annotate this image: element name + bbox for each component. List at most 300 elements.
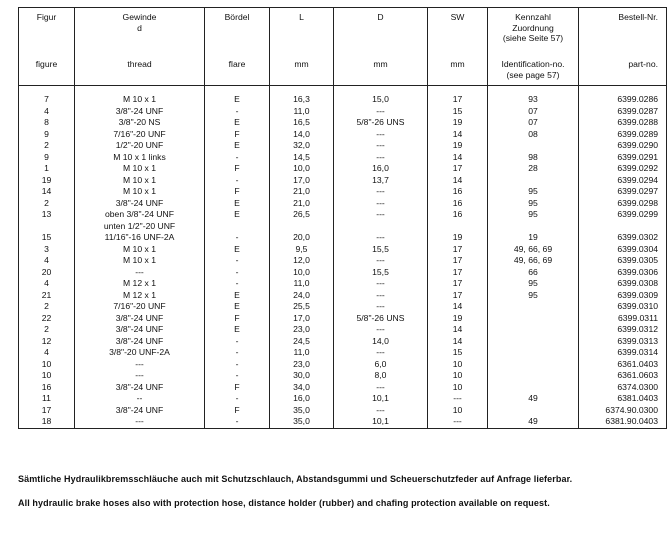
cell-sw: 19 — [428, 140, 488, 152]
cell-diameter: --- — [334, 278, 428, 290]
cell-length: 10,0 — [270, 163, 334, 175]
header-figure-en: figure — [35, 59, 58, 69]
cell-diameter: --- — [334, 186, 428, 198]
cell-figure: 15 — [19, 232, 75, 244]
cell-flare: - — [205, 232, 270, 244]
cell-thread: M 10 x 1 links — [75, 152, 205, 164]
cell-part-number: 6399.0297 — [579, 186, 667, 198]
cell-length: 23,0 — [270, 324, 334, 336]
cell-sw: 19 — [428, 117, 488, 129]
cell-figure: 4 — [19, 255, 75, 267]
cell-part-number: 6399.0294 — [579, 175, 667, 187]
cell-flare: F — [205, 186, 270, 198]
cell-identification: 95 — [488, 186, 579, 198]
cell-diameter: --- — [334, 301, 428, 313]
header-diameter-unit: mm — [373, 59, 388, 69]
cell-length: 16,5 — [270, 117, 334, 129]
cell-thread: unten 1/2"-20 UNF — [75, 221, 205, 233]
cell-flare: F — [205, 405, 270, 417]
cell-diameter: --- — [334, 152, 428, 164]
cell-figure: 3 — [19, 244, 75, 256]
cell-figure: 22 — [19, 313, 75, 325]
cell-thread: M 12 x 1 — [75, 290, 205, 302]
header-figure — [19, 8, 75, 57]
cell-thread: --- — [75, 359, 205, 371]
table-row — [19, 359, 667, 371]
cell-part-number: 6399.0302 — [579, 232, 667, 244]
cell-identification: 07 — [488, 117, 579, 129]
cell-length: 35,0 — [270, 416, 334, 428]
cell-flare: - — [205, 152, 270, 164]
cell-flare: - — [205, 336, 270, 348]
cell-thread: 11/16"-16 UNF-2A — [75, 232, 205, 244]
cell-flare: E — [205, 244, 270, 256]
cell-flare: - — [205, 347, 270, 359]
cell-sw: 14 — [428, 336, 488, 348]
cell-length: 14,0 — [270, 129, 334, 141]
cell-figure: 18 — [19, 416, 75, 428]
cell-flare: - — [205, 175, 270, 187]
cell-part-number: 6399.0312 — [579, 324, 667, 336]
cell-diameter: 14,0 — [334, 336, 428, 348]
cell-thread: M 12 x 1 — [75, 278, 205, 290]
table-row — [19, 86, 667, 106]
cell-sw: 10 — [428, 359, 488, 371]
cell-sw: 16 — [428, 198, 488, 210]
cell-diameter — [334, 221, 428, 233]
cell-figure: 10 — [19, 370, 75, 382]
cell-part-number: 6361.0403 — [579, 359, 667, 371]
cell-identification: 49 — [488, 416, 579, 428]
cell-part-number: 6374.0300 — [579, 382, 667, 394]
table-row — [19, 186, 667, 198]
cell-thread: M 10 x 1 — [75, 255, 205, 267]
cell-identification: 95 — [488, 290, 579, 302]
cell-part-number: 6399.0286 — [579, 86, 667, 106]
cell-sw: 15 — [428, 106, 488, 118]
cell-diameter: --- — [334, 129, 428, 141]
table-row — [19, 416, 667, 428]
cell-length: 25,5 — [270, 301, 334, 313]
cell-sw: 19 — [428, 313, 488, 325]
note-english: All hydraulic brake hoses also with protection hose, distance holder (rubber) and chafing protection available on request. — [18, 498, 550, 508]
cell-diameter: --- — [334, 106, 428, 118]
cell-thread: --- — [75, 416, 205, 428]
cell-length: 17,0 — [270, 175, 334, 187]
cell-flare: E — [205, 140, 270, 152]
cell-flare: - — [205, 106, 270, 118]
cell-identification: 49, 66, 69 — [488, 255, 579, 267]
cell-diameter: --- — [334, 232, 428, 244]
cell-figure: 2 — [19, 301, 75, 313]
table-body — [19, 86, 667, 429]
cell-flare — [205, 221, 270, 233]
table-row — [19, 301, 667, 313]
header-flare-en: flare — [228, 59, 246, 69]
cell-flare: E — [205, 198, 270, 210]
cell-part-number: 6399.0287 — [579, 106, 667, 118]
table-row — [19, 175, 667, 187]
cell-sw: 19 — [428, 232, 488, 244]
cell-diameter: --- — [334, 382, 428, 394]
cell-sw: 15 — [428, 347, 488, 359]
cell-part-number: 6399.0310 — [579, 301, 667, 313]
parts-table-sheet — [18, 7, 666, 429]
header-thread-symbol: d — [137, 23, 142, 33]
cell-length: 21,0 — [270, 186, 334, 198]
cell-diameter: --- — [334, 347, 428, 359]
header-flare-en-cell — [205, 56, 270, 86]
header-part-number — [579, 8, 667, 57]
cell-part-number: 6361.0603 — [579, 370, 667, 382]
cell-sw: 10 — [428, 405, 488, 417]
cell-sw: 17 — [428, 255, 488, 267]
cell-thread: 3/8"-20 UNF-2A — [75, 347, 205, 359]
cell-length: 30,0 — [270, 370, 334, 382]
cell-thread: 3/8"-20 NS — [75, 117, 205, 129]
cell-length: 11,0 — [270, 278, 334, 290]
cell-figure: 9 — [19, 152, 75, 164]
cell-part-number: 6399.0305 — [579, 255, 667, 267]
table-row — [19, 405, 667, 417]
cell-sw — [428, 221, 488, 233]
cell-part-number: 6399.0306 — [579, 267, 667, 279]
cell-diameter: 15,5 — [334, 244, 428, 256]
cell-thread: 7/16"-20 UNF — [75, 129, 205, 141]
cell-sw: 14 — [428, 129, 488, 141]
cell-part-number: 6399.0289 — [579, 129, 667, 141]
cell-identification — [488, 370, 579, 382]
cell-length: 12,0 — [270, 255, 334, 267]
cell-diameter: --- — [334, 405, 428, 417]
header-length — [270, 8, 334, 57]
cell-flare: F — [205, 163, 270, 175]
cell-diameter: 16,0 — [334, 163, 428, 175]
cell-part-number: 6381.90.0403 — [579, 416, 667, 428]
cell-thread: -- — [75, 393, 205, 405]
header-identification — [488, 8, 579, 57]
cell-length: 11,0 — [270, 347, 334, 359]
cell-identification — [488, 405, 579, 417]
cell-thread: 3/8"-24 UNF — [75, 324, 205, 336]
cell-sw: 17 — [428, 86, 488, 106]
cell-diameter: 15,0 — [334, 86, 428, 106]
cell-part-number: 6399.0298 — [579, 198, 667, 210]
cell-length: 26,5 — [270, 209, 334, 221]
cell-flare: E — [205, 209, 270, 221]
header-id-en-cell — [488, 56, 579, 86]
table-row — [19, 347, 667, 359]
header-sw-unit-cell — [428, 56, 488, 86]
cell-flare: - — [205, 255, 270, 267]
table-row — [19, 129, 667, 141]
header-part-en-cell — [579, 56, 667, 86]
cell-identification: 93 — [488, 86, 579, 106]
cell-diameter: 13,7 — [334, 175, 428, 187]
cell-figure: 7 — [19, 86, 75, 106]
cell-figure: 4 — [19, 347, 75, 359]
cell-sw: 17 — [428, 278, 488, 290]
cell-thread: 3/8"-24 UNF — [75, 382, 205, 394]
cell-flare: F — [205, 129, 270, 141]
header-thread-en-cell — [75, 56, 205, 86]
cell-thread: --- — [75, 267, 205, 279]
cell-part-number: 6399.0314 — [579, 347, 667, 359]
cell-flare: F — [205, 382, 270, 394]
table-row — [19, 152, 667, 164]
cell-identification — [488, 347, 579, 359]
cell-flare: - — [205, 416, 270, 428]
table-row — [19, 313, 667, 325]
cell-identification: 95 — [488, 209, 579, 221]
cell-sw: 10 — [428, 382, 488, 394]
cell-thread: M 10 x 1 — [75, 186, 205, 198]
cell-flare: - — [205, 370, 270, 382]
cell-sw: --- — [428, 416, 488, 428]
cell-part-number: 6399.0288 — [579, 117, 667, 129]
cell-sw: 14 — [428, 301, 488, 313]
header-sw — [428, 8, 488, 57]
cell-part-number: 6399.0309 — [579, 290, 667, 302]
header-part-de: Bestell-Nr. — [618, 12, 658, 22]
cell-identification — [488, 324, 579, 336]
cell-diameter: 5/8"-26 UNS — [334, 313, 428, 325]
cell-length: 16,3 — [270, 86, 334, 106]
cell-length: 24,5 — [270, 336, 334, 348]
cell-sw: 14 — [428, 152, 488, 164]
table-row — [19, 324, 667, 336]
cell-thread: 3/8"-24 UNF — [75, 313, 205, 325]
cell-identification — [488, 140, 579, 152]
cell-sw: 17 — [428, 244, 488, 256]
header-length-label: L — [299, 12, 304, 22]
cell-sw: 17 — [428, 290, 488, 302]
cell-length: 10,0 — [270, 267, 334, 279]
table-row — [19, 267, 667, 279]
cell-identification: 95 — [488, 278, 579, 290]
cell-thread: M 10 x 1 — [75, 163, 205, 175]
cell-part-number: 6399.0292 — [579, 163, 667, 175]
cell-flare: F — [205, 313, 270, 325]
header-figure-de: Figur — [36, 12, 57, 22]
cell-thread: --- — [75, 370, 205, 382]
table-row — [19, 198, 667, 210]
cell-thread: M 10 x 1 — [75, 175, 205, 187]
cell-part-number: 6399.0304 — [579, 244, 667, 256]
cell-identification: 19 — [488, 232, 579, 244]
cell-sw: 14 — [428, 175, 488, 187]
cell-identification: 95 — [488, 198, 579, 210]
cell-thread: M 10 x 1 — [75, 86, 205, 106]
cell-sw: 14 — [428, 324, 488, 336]
cell-flare: - — [205, 393, 270, 405]
cell-figure: 8 — [19, 117, 75, 129]
cell-length: 9,5 — [270, 244, 334, 256]
cell-flare: E — [205, 301, 270, 313]
cell-figure: 17 — [19, 405, 75, 417]
header-thread-en: thread — [127, 59, 152, 69]
cell-figure: 21 — [19, 290, 75, 302]
cell-figure: 2 — [19, 198, 75, 210]
cell-flare: - — [205, 267, 270, 279]
cell-figure — [19, 221, 75, 233]
cell-figure: 16 — [19, 382, 75, 394]
cell-length — [270, 221, 334, 233]
cell-identification — [488, 336, 579, 348]
header-id-line2: Zuordnung — [512, 22, 554, 33]
header-length-unit-cell — [270, 56, 334, 86]
cell-sw: 10 — [428, 370, 488, 382]
cell-figure: 19 — [19, 175, 75, 187]
table-row — [19, 209, 667, 221]
header-thread — [75, 8, 205, 57]
cell-thread: oben 3/8"-24 UNF — [75, 209, 205, 221]
cell-diameter: --- — [334, 140, 428, 152]
cell-diameter: --- — [334, 255, 428, 267]
cell-flare: E — [205, 117, 270, 129]
cell-diameter: --- — [334, 290, 428, 302]
cell-identification: 07 — [488, 106, 579, 118]
table-header — [19, 8, 667, 86]
header-diameter-label: D — [377, 12, 384, 22]
cell-length: 14,5 — [270, 152, 334, 164]
header-flare-de: Bördel — [224, 12, 250, 22]
cell-figure: 14 — [19, 186, 75, 198]
parts-table — [18, 7, 667, 429]
cell-figure: 4 — [19, 278, 75, 290]
cell-part-number: 6399.0308 — [579, 278, 667, 290]
cell-flare: E — [205, 86, 270, 106]
cell-identification — [488, 359, 579, 371]
header-id-line4: Identification-no. — [501, 59, 565, 69]
cell-length: 35,0 — [270, 405, 334, 417]
cell-thread: 3/8"-24 UNF — [75, 336, 205, 348]
cell-figure: 2 — [19, 324, 75, 336]
table-row — [19, 244, 667, 256]
cell-length: 24,0 — [270, 290, 334, 302]
cell-sw: 17 — [428, 163, 488, 175]
cell-flare: E — [205, 324, 270, 336]
header-length-unit: mm — [294, 59, 309, 69]
cell-figure: 13 — [19, 209, 75, 221]
cell-identification — [488, 382, 579, 394]
table-row — [19, 106, 667, 118]
cell-part-number: 6399.0291 — [579, 152, 667, 164]
table-row — [19, 117, 667, 129]
table-row — [19, 382, 667, 394]
cell-identification: 49, 66, 69 — [488, 244, 579, 256]
cell-length: 21,0 — [270, 198, 334, 210]
table-row — [19, 278, 667, 290]
cell-identification — [488, 221, 579, 233]
cell-figure: 12 — [19, 336, 75, 348]
header-sw-unit: mm — [450, 59, 465, 69]
cell-diameter: 5/8"-26 UNS — [334, 117, 428, 129]
cell-figure: 2 — [19, 140, 75, 152]
table-row — [19, 393, 667, 405]
table-row — [19, 140, 667, 152]
cell-identification: 98 — [488, 152, 579, 164]
table-row — [19, 336, 667, 348]
cell-diameter: 10,1 — [334, 416, 428, 428]
cell-diameter: 8,0 — [334, 370, 428, 382]
cell-flare: - — [205, 359, 270, 371]
header-id-line5: (see page 57) — [506, 69, 560, 80]
cell-part-number: 6374.90.0300 — [579, 405, 667, 417]
cell-part-number: 6399.0299 — [579, 209, 667, 221]
cell-thread: 1/2"-20 UNF — [75, 140, 205, 152]
cell-identification — [488, 313, 579, 325]
cell-part-number: 6399.0290 — [579, 140, 667, 152]
cell-thread: 3/8"-24 UNF — [75, 198, 205, 210]
cell-sw: --- — [428, 393, 488, 405]
cell-flare: - — [205, 278, 270, 290]
cell-length: 11,0 — [270, 106, 334, 118]
header-flare — [205, 8, 270, 57]
cell-diameter: 15,5 — [334, 267, 428, 279]
cell-part-number: 6399.0313 — [579, 336, 667, 348]
cell-thread: 3/8"-24 UNF — [75, 106, 205, 118]
cell-figure: 10 — [19, 359, 75, 371]
table-row — [19, 370, 667, 382]
cell-identification: 66 — [488, 267, 579, 279]
cell-identification: 08 — [488, 129, 579, 141]
table-row — [19, 232, 667, 244]
cell-figure: 20 — [19, 267, 75, 279]
header-diameter-unit-cell — [334, 56, 428, 86]
header-figure-en-cell — [19, 56, 75, 86]
cell-part-number — [579, 221, 667, 233]
cell-diameter: --- — [334, 198, 428, 210]
cell-identification: 28 — [488, 163, 579, 175]
cell-figure: 9 — [19, 129, 75, 141]
cell-identification: 49 — [488, 393, 579, 405]
header-id-line1: Kennzahl — [515, 12, 551, 22]
cell-length: 17,0 — [270, 313, 334, 325]
cell-length: 16,0 — [270, 393, 334, 405]
cell-sw: 16 — [428, 209, 488, 221]
cell-sw: 16 — [428, 186, 488, 198]
header-id-line3: (siehe Seite 57) — [502, 33, 564, 43]
cell-figure: 4 — [19, 106, 75, 118]
note-german: Sämtliche Hydraulikbremsschläuche auch mit Schutzschlauch, Abstandsgummi und Scheuerschutzfeder auf Anfrage lieferbar. — [18, 474, 573, 484]
table-row — [19, 163, 667, 175]
cell-part-number: 6381.0403 — [579, 393, 667, 405]
cell-diameter: 6,0 — [334, 359, 428, 371]
cell-length: 34,0 — [270, 382, 334, 394]
cell-part-number: 6399.0311 — [579, 313, 667, 325]
cell-identification — [488, 301, 579, 313]
cell-identification — [488, 175, 579, 187]
cell-figure: 1 — [19, 163, 75, 175]
cell-thread: 3/8"-24 UNF — [75, 405, 205, 417]
table-row — [19, 221, 667, 233]
cell-diameter: 10,1 — [334, 393, 428, 405]
table-row — [19, 290, 667, 302]
header-thread-de: Gewinde — [122, 12, 157, 22]
table-row — [19, 255, 667, 267]
cell-sw: 17 — [428, 267, 488, 279]
footnotes — [18, 474, 658, 522]
cell-length: 20,0 — [270, 232, 334, 244]
cell-diameter: --- — [334, 209, 428, 221]
cell-thread: M 10 x 1 — [75, 244, 205, 256]
cell-flare: E — [205, 290, 270, 302]
cell-figure: 11 — [19, 393, 75, 405]
cell-diameter: --- — [334, 324, 428, 336]
header-sw-label: SW — [450, 12, 465, 22]
header-part-en: part-no. — [628, 59, 658, 69]
